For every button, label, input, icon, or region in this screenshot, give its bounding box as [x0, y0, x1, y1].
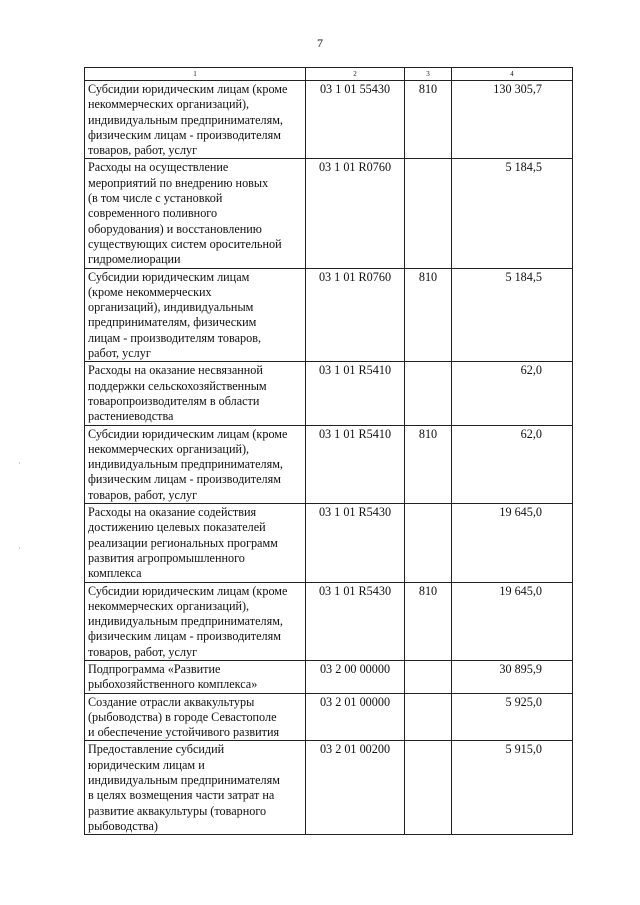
- description-line: организаций), индивидуальным: [88, 300, 254, 315]
- description-line: оборудования) и восстановлению: [88, 221, 262, 236]
- row-description: [85, 425, 306, 503]
- description-line: Субсидии юридическим лицам (кроме: [88, 583, 288, 598]
- description-line: работ, услуг: [88, 346, 151, 361]
- table-row: [85, 582, 573, 660]
- header-row: [85, 68, 573, 81]
- row-amount: 19 645,0: [452, 504, 573, 582]
- table-row: [85, 159, 573, 268]
- description-line: некоммерческих организаций),: [88, 97, 250, 112]
- row-expense-type: [405, 660, 452, 693]
- row-expense-type: 810: [405, 582, 452, 660]
- row-code: 03 1 01 R5430: [306, 582, 405, 660]
- row-amount: 19 645,0: [452, 582, 573, 660]
- row-description: [85, 741, 306, 835]
- row-amount: 5 925,0: [452, 693, 573, 741]
- description-line: физическим лицам - производителям: [88, 472, 281, 487]
- row-expense-type: 810: [405, 81, 452, 159]
- row-amount: 130 305,7: [452, 81, 573, 159]
- description-line: лицам - производителям товаров,: [88, 330, 262, 345]
- description-line: Создание отрасли аквакультуры: [88, 694, 255, 709]
- row-amount: 5 184,5: [452, 268, 573, 362]
- table-row: [85, 268, 573, 362]
- scan-mark: ·: [18, 458, 21, 468]
- row-code: 03 1 01 R5430: [306, 504, 405, 582]
- description-line: товаров, работ, услуг: [88, 143, 198, 158]
- description-line: товаропроизводителям в области: [88, 393, 260, 408]
- row-expense-type: 810: [405, 268, 452, 362]
- description-line: рыбохозяйственного комплекса»: [88, 677, 258, 692]
- row-description: [85, 504, 306, 582]
- row-code: 03 1 01 R5410: [306, 425, 405, 503]
- row-code: 03 2 01 00000: [306, 693, 405, 741]
- column-header-3: 3: [405, 68, 452, 81]
- description-line: поддержки сельскохозяйственным: [88, 378, 267, 393]
- budget-table: [84, 67, 573, 835]
- description-line: растениеводства: [88, 409, 174, 424]
- row-description: [85, 362, 306, 425]
- row-expense-type: [405, 159, 452, 268]
- description-line: существующих систем оросительной: [88, 236, 282, 251]
- row-expense-type: [405, 741, 452, 835]
- row-description: [85, 582, 306, 660]
- description-line: Расходы на оказание содействия: [88, 505, 257, 520]
- row-code: 03 1 01 R5410: [306, 362, 405, 425]
- row-code: 03 2 01 00200: [306, 741, 405, 835]
- description-line: Подпрограмма «Развитие: [88, 661, 221, 676]
- row-description: [85, 268, 306, 362]
- row-expense-type: 810: [405, 425, 452, 503]
- description-line: рыбоводства): [88, 818, 158, 833]
- description-line: некоммерческих организаций),: [88, 598, 250, 613]
- row-amount: 62,0: [452, 362, 573, 425]
- scan-mark: ·: [18, 543, 21, 553]
- description-line: Расходы на осуществление: [88, 160, 229, 175]
- description-line: товаров, работ, услуг: [88, 487, 198, 502]
- page-number: 7: [317, 36, 323, 50]
- description-line: современного поливного: [88, 206, 218, 221]
- table-row: [85, 660, 573, 693]
- row-description: [85, 693, 306, 741]
- description-line: индивидуальным предпринимателям,: [88, 614, 283, 629]
- description-line: товаров, работ, услуг: [88, 644, 198, 659]
- description-line: достижению целевых показателей: [88, 520, 266, 535]
- row-description: [85, 660, 306, 693]
- description-line: и обеспечение устойчивого развития: [88, 725, 280, 740]
- description-line: мероприятий по внедрению новых: [88, 175, 269, 190]
- table-row: [85, 362, 573, 425]
- description-line: индивидуальным предпринимателям,: [88, 457, 283, 472]
- description-line: развитие аквакультуры (товарного: [88, 803, 267, 818]
- row-code: 03 2 00 00000: [306, 660, 405, 693]
- column-header-1: 1: [85, 68, 306, 81]
- description-line: в целях возмещения части затрат на: [88, 788, 275, 803]
- description-line: гидромелиорации: [88, 252, 181, 267]
- column-header-4: 4: [452, 68, 573, 81]
- table-row: [85, 504, 573, 582]
- description-line: (кроме некоммерческих: [88, 284, 212, 299]
- description-line: Субсидии юридическим лицам (кроме: [88, 426, 288, 441]
- description-line: развития агропромышленного: [88, 550, 245, 565]
- description-line: (в том числе с установкой: [88, 191, 223, 206]
- table-row: [85, 693, 573, 741]
- row-amount: 5 184,5: [452, 159, 573, 268]
- description-line: физическим лицам - производителям: [88, 127, 281, 142]
- row-code: 03 1 01 R0760: [306, 159, 405, 268]
- table-row: [85, 425, 573, 503]
- description-line: (рыбоводства) в городе Севастополе: [88, 709, 277, 724]
- row-amount: 5 915,0: [452, 741, 573, 835]
- description-line: некоммерческих организаций),: [88, 441, 250, 456]
- description-line: индивидуальным предпринимателям: [88, 773, 280, 788]
- table-row: [85, 81, 573, 159]
- description-line: Субсидии юридическим лицам (кроме: [88, 82, 288, 96]
- row-expense-type: [405, 504, 452, 582]
- description-line: Субсидии юридическим лицам: [88, 269, 250, 284]
- description-line: предпринимателям, физическим: [88, 315, 257, 330]
- description-line: юридическим лицам и: [88, 757, 205, 772]
- row-amount: 62,0: [452, 425, 573, 503]
- row-amount: 30 895,9: [452, 660, 573, 693]
- row-description: [85, 159, 306, 268]
- description-line: комплекса: [88, 566, 142, 581]
- row-code: 03 1 01 55430: [306, 81, 405, 159]
- row-expense-type: [405, 362, 452, 425]
- table-body: [85, 81, 573, 835]
- row-expense-type: [405, 693, 452, 741]
- description-line: Предоставление субсидий: [88, 742, 225, 757]
- row-description: [85, 81, 306, 159]
- row-code: 03 1 01 R0760: [306, 268, 405, 362]
- description-line: реализации региональных программ: [88, 535, 278, 550]
- column-header-2: 2: [306, 68, 405, 81]
- description-line: физическим лицам - производителям: [88, 629, 281, 644]
- description-line: индивидуальным предпринимателям,: [88, 112, 283, 127]
- table-row: [85, 741, 573, 835]
- description-line: Расходы на оказание несвязанной: [88, 363, 263, 378]
